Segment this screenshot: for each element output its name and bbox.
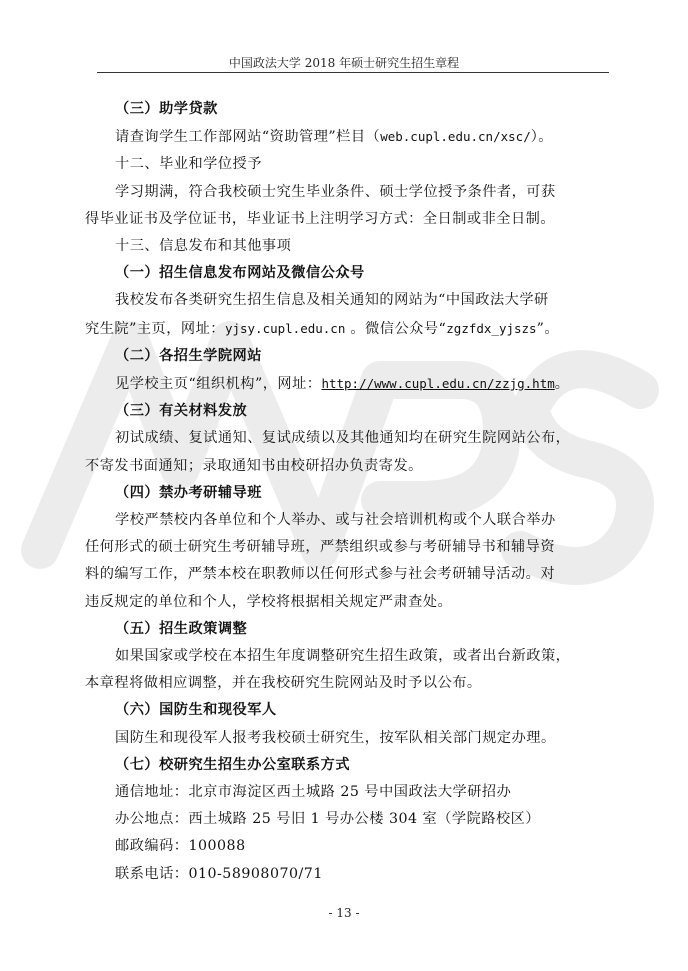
paragraph-line — [85, 370, 610, 398]
header-rule — [97, 72, 609, 73]
college-site-link[interactable]: http://www.cupl.edu.cn/zzjg.htm — [321, 376, 555, 392]
paragraph-line: 本章程将做相应调整，并在我校研究生院网站及时予以公布。 — [85, 675, 482, 692]
text: 。微信公众号“ — [345, 320, 447, 337]
section-heading: （二）各招生学院网站 — [115, 347, 262, 364]
paragraph-line: 不寄发书面通知；录取通知书由校研招办负责寄发。 — [85, 457, 423, 474]
section-heading: （三）助学贷款 — [115, 101, 218, 117]
paragraph-line: 如果国家或学校在本招生年度调整研究生招生政策，或者出台新政策， — [115, 648, 571, 665]
text: 见学校主页“组织机构”，网址： — [115, 376, 322, 393]
paragraph-line — [85, 315, 610, 343]
document-body — [85, 96, 610, 888]
paragraph-line: 我校发布各类研究生招生信息及相关通知的网站为“中国政法大学研 — [115, 292, 549, 309]
section-heading: （一）招生信息发布网站及微信公众号 — [115, 265, 365, 282]
contact-address: 通信地址：北京市海淀区西土城路 25 号中国政法大学研招办 — [115, 784, 512, 801]
page-number: - 13 - — [328, 906, 360, 920]
paragraph-line: 任何形式的硕士研究生考研辅导班，严禁组织或参与考研辅导书和辅导资 — [85, 539, 556, 556]
paragraph-line: 料的编写工作，严禁本校在职教师以任何形式参与社会考研辅导活动。对 — [85, 566, 556, 583]
contact-zipcode: 邮政编码：100088 — [115, 838, 246, 855]
paragraph-line: 初试成绩、复试通知、复试成绩以及其他通知均在研究生院网站公布， — [115, 430, 571, 447]
url-text: web.cupl.edu.cn/xsc/ — [380, 129, 531, 145]
section-heading: （五）招生政策调整 — [115, 620, 248, 637]
contact-office: 办公地点：西土城路 25 号旧 1 号办公楼 304 室（学院路校区） — [115, 811, 541, 828]
paragraph-line: 国防生和现役军人报考我校硕士研究生，按军队相关部门规定办理。 — [115, 729, 556, 746]
paragraph-line: 得毕业证书及学位证书，毕业证书上注明学习方式：全日制或非全日制。 — [85, 210, 556, 227]
contact-phone: 联系电话：010-58908070/71 — [115, 865, 323, 882]
chapter-heading: 十三、信息发布和其他事项 — [115, 238, 292, 255]
paragraph-line: 学校严禁校内各单位和个人举办、或与社会培训机构或个人联合举办 — [115, 512, 556, 529]
page-header: 中国政法大学 2018 年硕士研究生招生章程 — [228, 56, 460, 70]
section-heading: （四）禁办考研辅导班 — [115, 484, 262, 501]
url-text: yjsy.cupl.edu.cn — [224, 320, 346, 336]
paragraph-line — [85, 123, 610, 151]
chapter-heading: 十二、毕业和学位授予 — [115, 156, 262, 173]
wechat-id: zgzfdx_yjszs — [446, 320, 537, 336]
section-heading: （七）校研究生招生办公室联系方式 — [115, 756, 351, 773]
text: ）。 — [530, 129, 553, 146]
paragraph-line: 学习期满，符合我校硕士究生毕业条件、硕士学位授予条件者，可获 — [115, 183, 556, 200]
paragraph-line: 违反规定的单位和个人，学校将根据相关规定严肃查处。 — [85, 593, 453, 610]
text: 究生院”主页，网址： — [85, 320, 225, 337]
text: 。 — [554, 376, 570, 393]
section-heading: （六）国防生和现役军人 — [115, 702, 277, 719]
text: 请查询学生工作部网站“资助管理”栏目（ — [115, 129, 381, 146]
text: ”。 — [536, 320, 560, 337]
section-heading: （三）有关材料发放 — [115, 403, 248, 420]
